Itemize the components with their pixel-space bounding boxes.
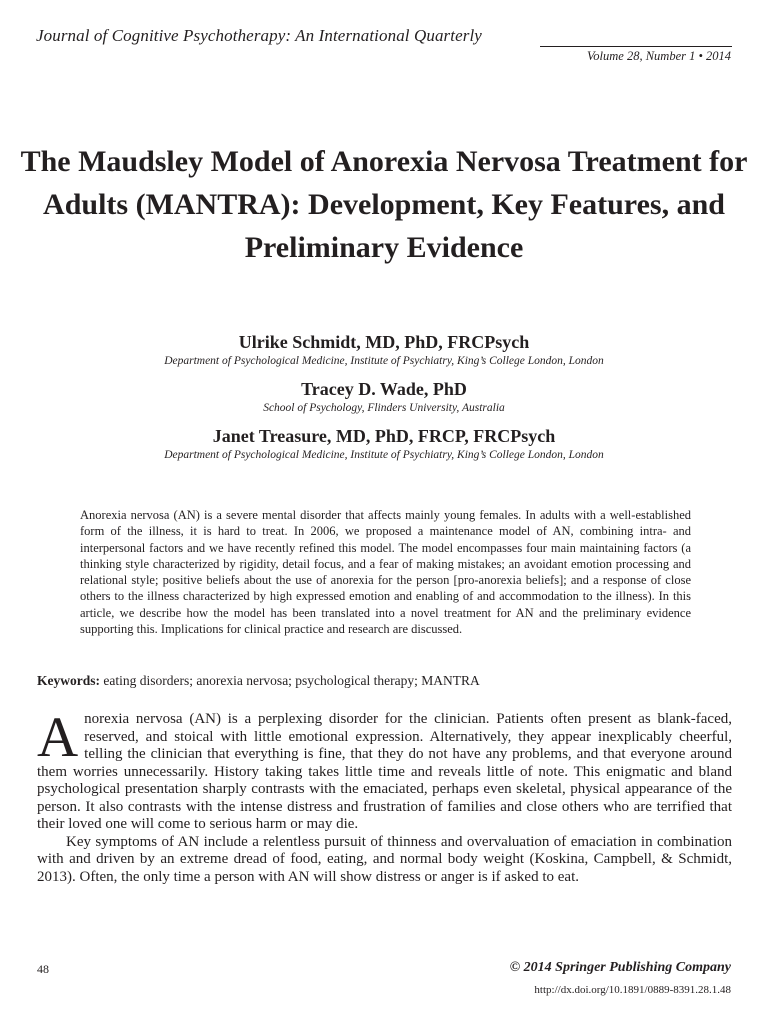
author-affiliation: School of Psychology, Flinders University, Australia [263, 402, 505, 414]
author-affiliation: Department of Psychological Medicine, Institute of Psychiatry, King’s College London, London [164, 449, 604, 461]
body-paragraph-text: norexia nervosa (AN) is a perplexing disorder for the clinician. Patients often present as blank-faced, reserved, and stoical with little emotional expression. Alternatively, they appear inexplicably cheerful, telling the clinician that everything is fine, that they do not have any problems, and that everyone around them worries unnecessarily. History taking takes little time and reveals little of note. This enigmatic and bland psychological presentation sharply contrasts with the emaciated, perhaps even skeletal, physical appearance of the person. It also contrasts with the intense distress and frustration of families and close others who are terrified that their loved one will come to serious harm or may die. [37, 711, 732, 832]
body-paragraph: Key symptoms of AN include a relentless pursuit of thinness and overvaluation of emaciation in combination with and driven by an extreme dread of food, eating, and normal body weight (Koskina, Campbell, & Schmidt, 2013). Often, the only time a person with AN will show distress or anger is if asked to eat. [37, 833, 732, 885]
keywords-label: Keywords: [37, 673, 100, 688]
author-list [20, 331, 748, 472]
author-name: Janet Treasure, MD, PhD, FRCP, FRCPsych [212, 426, 556, 446]
drop-cap: A [37, 706, 79, 769]
keywords [37, 673, 480, 689]
body-paragraph [37, 706, 732, 834]
body-text [37, 706, 732, 886]
page-number: 48 [37, 962, 49, 976]
copyright: © 2014 Springer Publishing Company [509, 960, 731, 975]
abstract: Anorexia nervosa (AN) is a severe mental disorder that affects mainly young females. In adults with a well-established form of the illness, it is hard to treat. In 2006, we proposed a maintenance model of AN, combining intra- and interpersonal factors and we have recently refined this model. The model encompasses four main maintaining factors (a thinking style characterized by rigidity, detail focus, and a fear of making mistakes; an avoidant emotion processing and relational style; positive beliefs about the use of anorexia for the person [pro-anorexia beliefs]; and a response of close others to the illness characterized by high expressed emotion and enabling of and accommodation to the illness). In this article, we describe how the model has been translated into a novel treatment for AN and the preliminary evidence supporting this. Implications for clinical practice and research are discussed. [80, 508, 691, 637]
volume-info: Volume 28, Number 1 • 2014 [587, 49, 731, 63]
keywords-text: eating disorders; anorexia nervosa; psychological therapy; MANTRA [100, 673, 480, 688]
article-title: The Maudsley Model of Anorexia Nervosa Treatment for Adults (MANTRA): Development, Key Features, and Preliminary Evidence [20, 145, 748, 264]
doi-link[interactable]: http://dx.doi.org/10.1891/0889-8391.28.1.48 [534, 984, 731, 996]
author-affiliation: Department of Psychological Medicine, Institute of Psychiatry, King’s College London, London [164, 355, 604, 367]
journal-name: Journal of Cognitive Psychotherapy: An International Quarterly [36, 26, 482, 45]
header-rule [540, 46, 732, 47]
author-name: Tracey D. Wade, PhD [301, 379, 467, 399]
author-name: Ulrike Schmidt, MD, PhD, FRCPsych [238, 332, 530, 352]
